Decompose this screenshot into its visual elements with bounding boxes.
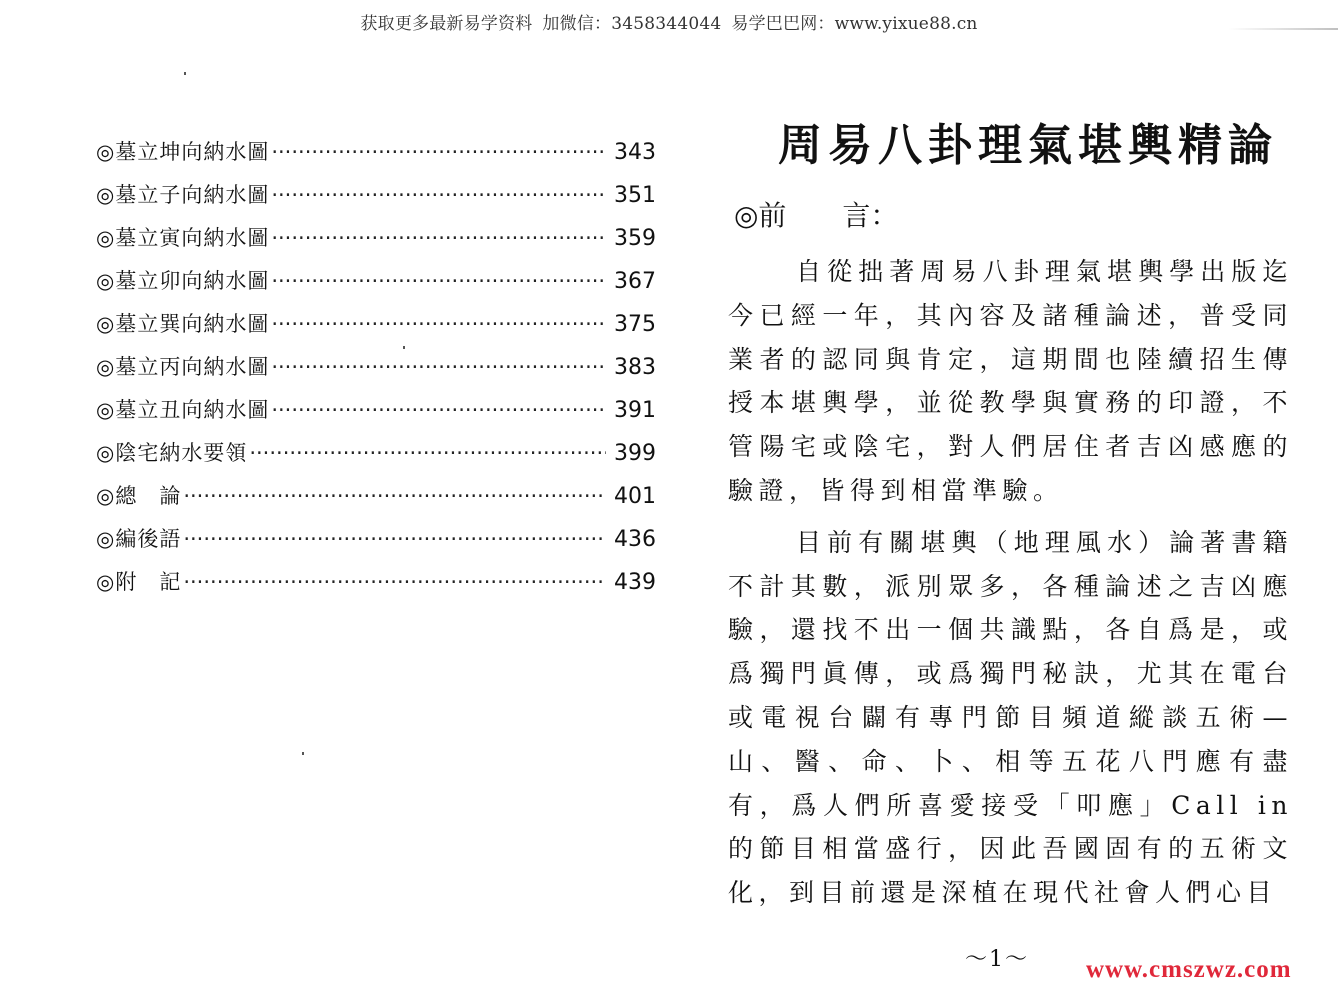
toc-leader-dots (183, 484, 606, 508)
toc-leader-dots (271, 269, 606, 293)
table-of-contents (96, 136, 656, 609)
toc-leader-dots (271, 398, 606, 422)
scan-speck (184, 72, 186, 75)
toc-entry-title: ◎墓立丑向納水圖 (96, 398, 270, 422)
top-banner (0, 9, 1338, 34)
banner-part-2: 加微信：3458344044 (542, 14, 722, 34)
toc-entry (96, 136, 656, 179)
toc-entry-title: ◎墓立寅向納水圖 (96, 226, 270, 250)
scan-speck (403, 346, 405, 349)
toc-entry-page: 399 (614, 441, 656, 466)
toc-entry-title: ◎墓立子向納水圖 (96, 183, 270, 207)
page-number: ～1～ (965, 947, 1029, 972)
site-watermark: www.cmszwz.com (1086, 956, 1292, 983)
toc-leader-dots (271, 312, 606, 336)
toc-leader-dots (271, 140, 606, 164)
toc-entry (96, 179, 656, 222)
toc-leader-dots (183, 570, 606, 594)
toc-entry-title: ◎總 論 (96, 484, 182, 508)
toc-leader-dots (183, 527, 606, 551)
toc-entry (96, 308, 656, 351)
toc-leader-dots (271, 226, 606, 250)
toc-leader-dots (271, 183, 606, 207)
toc-entry-page: 359 (614, 226, 656, 251)
toc-entry-page: 367 (614, 269, 656, 294)
banner-part-1: 获取更多最新易学资料 (360, 14, 533, 34)
toc-entry-title: ◎墓立卯向納水圖 (96, 269, 270, 293)
scan-edge (1228, 28, 1338, 30)
toc-entry-page: 343 (614, 140, 656, 165)
toc-entry-title: ◎墓立坤向納水圖 (96, 140, 270, 164)
toc-entry-page: 351 (614, 183, 656, 208)
toc-entry-title: ◎附 記 (96, 570, 182, 594)
toc-entry-title: ◎墓立丙向納水圖 (96, 355, 270, 379)
toc-entry-page: 375 (614, 312, 656, 337)
banner-part-3: 易学巴巴网：www.yixue88.cn (731, 14, 978, 34)
toc-entry (96, 566, 656, 609)
toc-entry-page: 391 (614, 398, 656, 423)
article (728, 116, 1298, 915)
toc-entry (96, 437, 656, 480)
toc-entry (96, 222, 656, 265)
toc-entry-title: ◎墓立巽向納水圖 (96, 312, 270, 336)
toc-entry (96, 394, 656, 437)
section-heading: ◎前 言： (734, 199, 899, 232)
toc-entry-title: ◎編後語 (96, 527, 182, 551)
toc-leader-dots (249, 441, 606, 465)
toc-entry (96, 265, 656, 308)
toc-entry-title: ◎陰宅納水要領 (96, 441, 248, 465)
book-title: 周易八卦理氣堪輿精論 (778, 120, 1278, 171)
toc-entry (96, 351, 656, 394)
toc-entry-page: 401 (614, 484, 656, 509)
toc-entry-page: 436 (614, 527, 656, 552)
toc-leader-dots (271, 355, 606, 379)
scan-speck (302, 752, 304, 755)
toc-entry (96, 523, 656, 566)
article-paragraph: 目前有關堪輿（地理風水）論著書籍不計其數，派別眾多，各種論述之吉凶應驗，還找不出一個共識點，各自爲是，或爲獨門眞傳，或爲獨門秘訣，尤其在電台或電視台闢有專門節目頻道縱談五術—山、醫、命、卜、相等五花八門應有盡有，爲人們所喜愛接受「叩應」Call in的節目相當盛行，因此吾國固有的五術文化，到目前還是深植在現代社會人們心目 (728, 527, 1293, 908)
article-paragraph: 自從拙著周易八卦理氣堪輿學出版迄今已經一年，其內容及諸種論述，普受同業者的認同與肯定，這期間也陸續招生傳授本堪輿學，並從教學與實務的印證，不管陽宅或陰宅，對人們居住者吉凶感應的驗證，皆得到相當準驗。 (728, 257, 1293, 505)
toc-entry-page: 439 (614, 570, 656, 595)
toc-entry-page: 383 (614, 355, 656, 380)
toc-entry (96, 480, 656, 523)
